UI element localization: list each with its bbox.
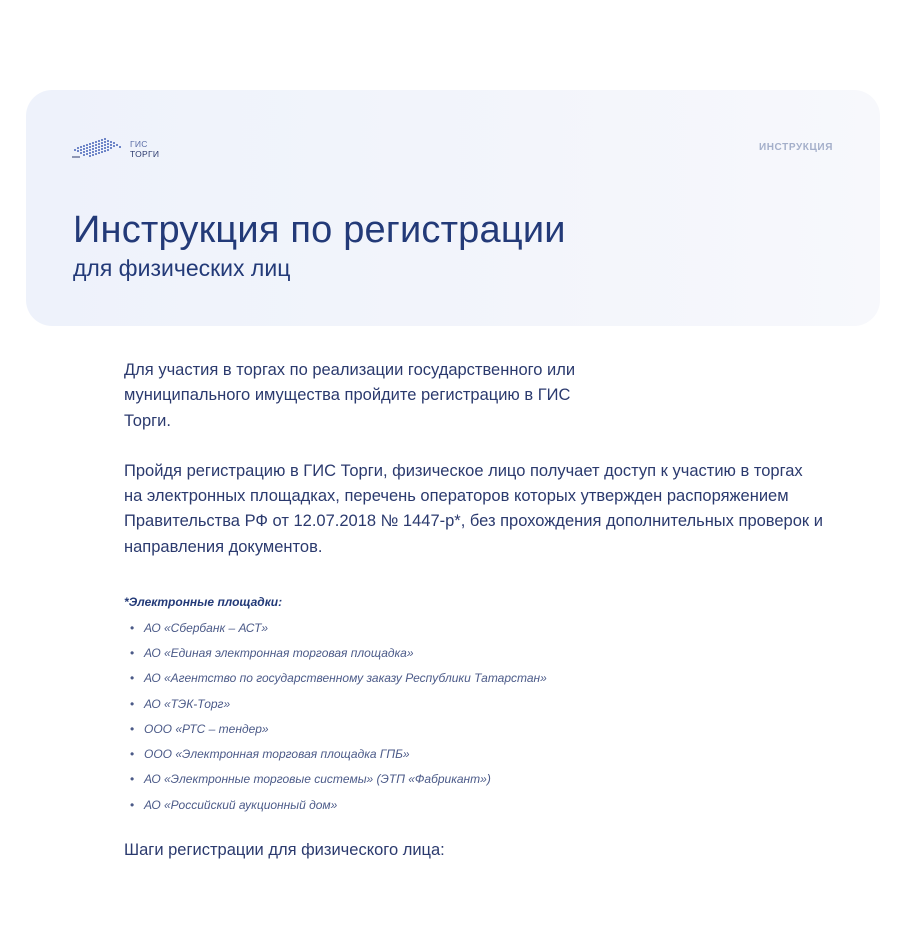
platform-item: • АО «Электронные торговые системы» (ЭТП «Фабрикант») <box>124 767 824 792</box>
gis-torgi-logo[interactable] <box>72 136 159 162</box>
logo-text <box>130 139 159 159</box>
hero-banner <box>26 90 880 326</box>
platform-item: • АО «Сбербанк – АСТ» <box>124 616 824 641</box>
access-paragraph: Пройдя регистрацию в ГИС Торги, физическое лицо получает доступ к участию в торгах на электронных площадках, перечень операторов которых утвержден распоряжением Правительства РФ от 12.07.2018 № 1447-р*, без прохождения дополнительных проверок и направления документов. <box>124 461 823 556</box>
platform-item: • ООО «РТС – тендер» <box>124 717 824 742</box>
platforms-list <box>124 616 824 818</box>
platform-item: • АО «ТЭК-Торг» <box>124 692 824 717</box>
platform-item: • АО «Единая электронная торговая площадка» <box>124 641 824 666</box>
intro-paragraph: Для участия в торгах по реализации государственного или муниципального имущества пройдите регистрацию в ГИС Торги. <box>124 361 576 430</box>
platform-item: • АО «Российский аукционный дом» <box>124 793 824 818</box>
platforms-title: *Электронные площадки: <box>124 595 283 610</box>
steps-title: Шаги регистрации для физического лица: <box>124 840 445 859</box>
main-content <box>124 358 824 862</box>
nav-link-instruction[interactable]: ИНСТРУКЦИЯ <box>758 142 833 153</box>
platform-item: • АО «Агентство по государственному заказу Республики Татарстан» <box>124 666 824 691</box>
russia-map-dots-icon <box>72 136 124 162</box>
page-subtitle: для физических лиц <box>73 255 291 281</box>
page-title: Инструкция по регистрации <box>73 209 566 251</box>
platform-item: • ООО «Электронная торговая площадка ГПБ» <box>124 742 824 767</box>
logo-line-1: ГИС <box>130 139 148 149</box>
logo-line-2: ТОРГИ <box>130 149 160 159</box>
